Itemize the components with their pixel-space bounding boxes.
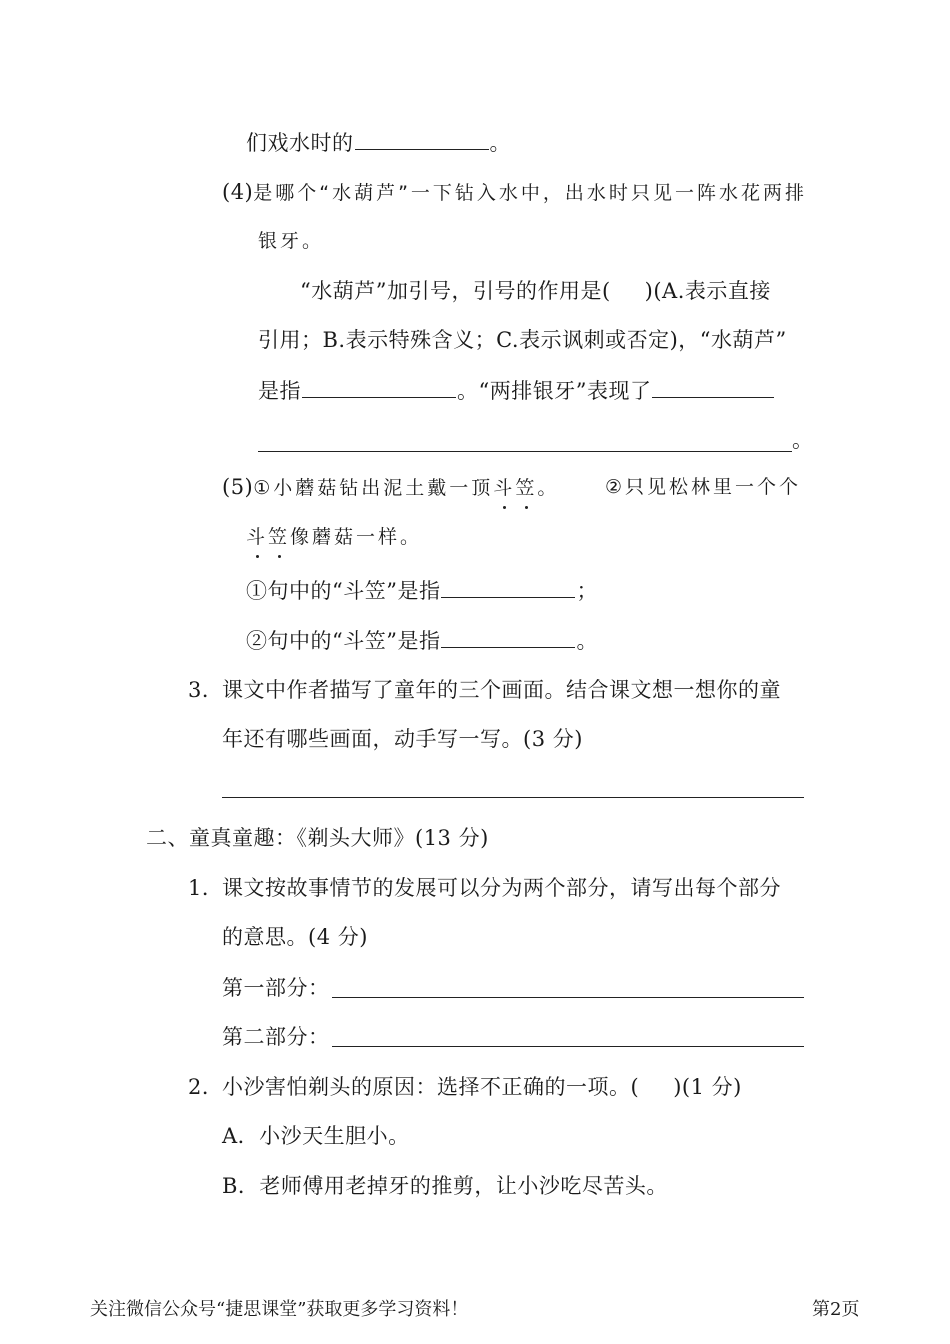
static-text: )(A.表示直接 <box>644 279 771 303</box>
static-text: 。 <box>576 629 598 653</box>
q5-sentences <box>222 473 559 502</box>
answer-blank[interactable] <box>302 375 456 398</box>
answer-blank[interactable] <box>355 127 489 150</box>
static-text: 。 <box>792 428 814 452</box>
part2-label: 第二部分： <box>222 1025 330 1049</box>
answer-blank[interactable] <box>652 375 774 398</box>
static-text: 。 <box>489 131 511 155</box>
part1-label: 第一部分： <box>222 976 330 1000</box>
sentence-1: ①小蘑菇钻出泥土戴一顶 <box>253 477 494 499</box>
q5-answer-1 <box>246 575 598 605</box>
quoted-sentence-cont: 银牙。 <box>258 230 325 252</box>
answer-blank[interactable] <box>441 575 575 598</box>
section-title: 二、童真童趣：《剃头大师》(13 分) <box>146 826 489 850</box>
emphasis-char: 斗 <box>246 523 268 551</box>
answer-line[interactable] <box>222 797 804 798</box>
answer-line[interactable] <box>258 451 792 452</box>
static-text: 小沙害怕剃头的原因：选择不正确的一项。( <box>222 1075 640 1099</box>
q4-line3 <box>258 375 775 405</box>
static-text: 们戏水时的 <box>246 131 354 155</box>
question-label: (5) <box>222 475 254 499</box>
emphasis-char: 笠 <box>268 523 290 551</box>
question-number: 3． <box>188 678 224 702</box>
question-number: 2． <box>188 1075 224 1099</box>
static-text: “水葫芦”加引号，引号的作用是( <box>300 279 611 303</box>
quoted-sentence: 是哪个“水葫芦”一下钻入水中，出水时只见一阵水花两排 <box>253 182 807 204</box>
static-text: 像蘑菇一样。 <box>290 526 423 548</box>
q-continuation-line <box>246 127 511 157</box>
q5-answer-2 <box>246 625 598 655</box>
sentence-2: ②只见松林里一个个 <box>605 476 802 498</box>
part2-answer-line[interactable] <box>332 1046 804 1047</box>
answer-blank[interactable] <box>441 625 575 648</box>
q3-line1: 课文中作者描写了童年的三个画面。结合课文想一想你的童 <box>222 678 781 702</box>
s2q1-line2: 的意思。(4 分) <box>222 925 368 949</box>
footer-note: 关注微信公众号“捷思课堂”获取更多学习资料！ <box>90 1299 469 1320</box>
q5-sentence2-cont <box>246 522 422 551</box>
option-a: A．小沙天生胆小。 <box>222 1124 410 1148</box>
static-text: 。 <box>537 477 560 499</box>
s2q2-stem <box>222 1073 742 1101</box>
q4-line2: 引用；B.表示特殊含义；C.表示讽刺或否定)，“水葫芦” <box>258 328 787 352</box>
question-number: 1． <box>188 876 224 900</box>
page-number: 第2页 <box>812 1299 860 1320</box>
emphasis-char: 斗 <box>493 474 515 502</box>
part1-answer-line[interactable] <box>332 997 804 998</box>
q3-line2: 年还有哪些画面，动手写一写。(3 分) <box>222 727 583 751</box>
static-text: ①句中的“斗笠”是指 <box>246 579 441 603</box>
static-text: )(1 分) <box>673 1075 742 1099</box>
option-b: B．老师傅用老掉牙的推剪，让小沙吃尽苦头。 <box>222 1174 668 1198</box>
emphasis-char: 笠 <box>515 474 537 502</box>
static-text: ； <box>576 579 598 603</box>
static-text: 。“两排银牙”表现了 <box>457 379 652 403</box>
static-text: 是指 <box>258 379 301 403</box>
question-label: (4) <box>222 180 254 204</box>
s2q1-line1: 课文按故事情节的发展可以分为两个部分，请写出每个部分 <box>222 876 781 900</box>
static-text: ②句中的“斗笠”是指 <box>246 629 441 653</box>
q4-line1 <box>300 277 771 305</box>
q4-quote-line <box>222 178 807 207</box>
